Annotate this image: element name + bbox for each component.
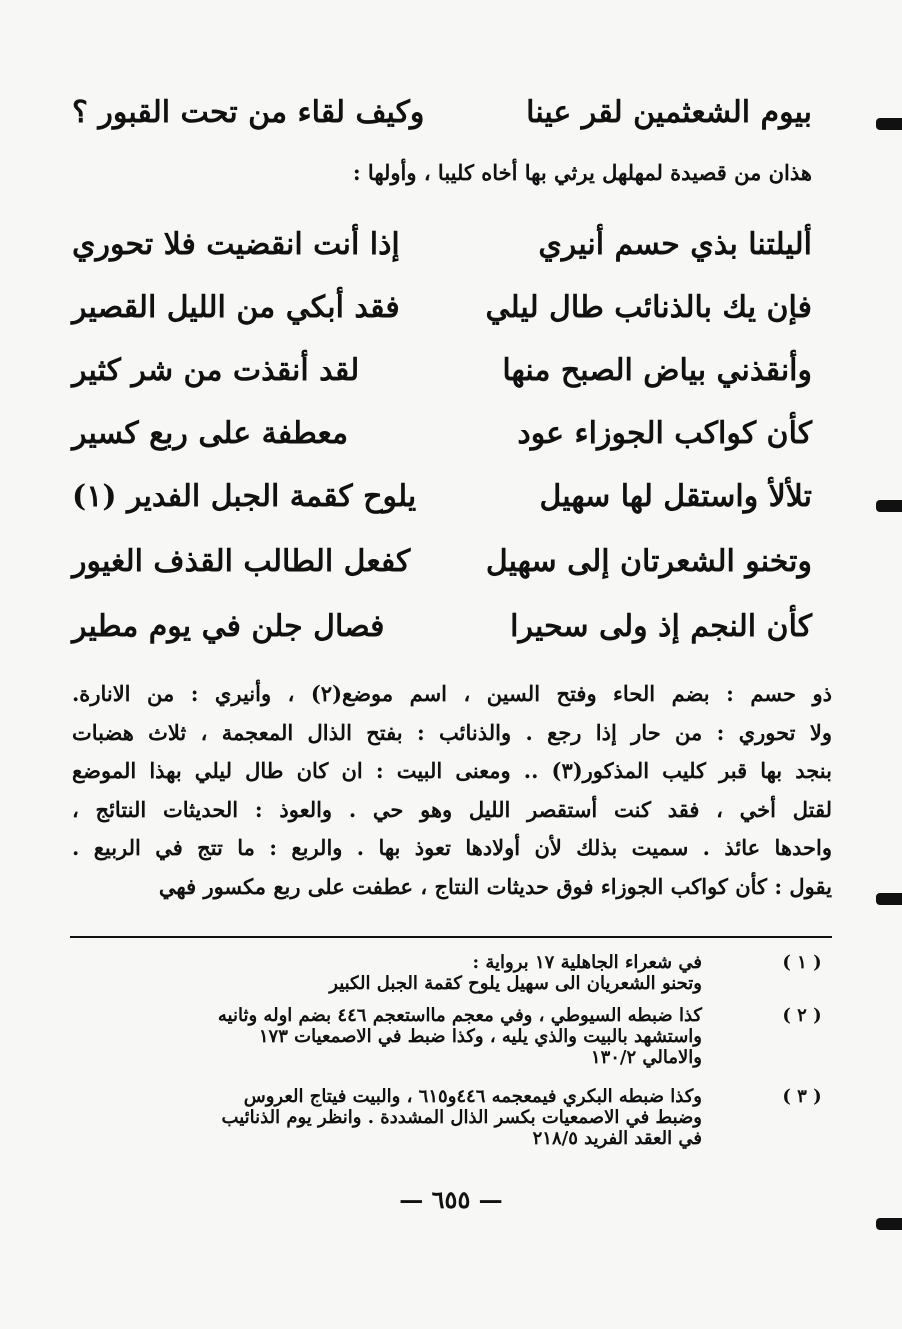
poem-verse bbox=[72, 596, 812, 656]
commentary-line: واحدها عائذ . سميت بذلك لأن أولادها تعوذ بها . والربع : ما تتج في الربيع . bbox=[72, 835, 832, 860]
footnote-text bbox=[142, 1005, 702, 1068]
footnote-divider bbox=[70, 936, 832, 938]
binding-mark bbox=[876, 500, 902, 512]
verse-right-hemistich: بيوم الشعثمين لقر عينا bbox=[526, 94, 812, 130]
poem-verse bbox=[72, 277, 812, 337]
verse-left-hemistich: كفعل الطالب القذف الغيور bbox=[72, 543, 411, 579]
commentary-line: ذو حسم : بضم الحاء وفتح السين ، اسم موضع(٢) ، وأنيري : من الانارة. bbox=[72, 681, 833, 706]
commentary bbox=[72, 675, 832, 906]
footnote-line: في العقد الفريد ٢١٨/٥ bbox=[532, 1128, 702, 1149]
commentary-line: لقتل أخي ، فقد كنت أستقصر الليل وهو حي . والعوذ : الحديثات النتائج ، bbox=[72, 796, 832, 822]
poem-verse bbox=[72, 340, 812, 400]
verse-right-hemistich: تلألأ واستقل لها سهيل bbox=[539, 478, 812, 514]
commentary-line: ولا تحوري : من حار إذا رجع . والذنائب : بفتح الذال المعجمة ، ثلاث هضبات bbox=[72, 719, 832, 745]
poem-verse bbox=[72, 531, 812, 591]
poem-verse bbox=[72, 466, 812, 526]
poem-intro: هذان من قصيدة لمهلهل يرثي بها أخاه كليبا ، وأولها : bbox=[352, 160, 812, 185]
verse-right-hemistich: وتخنو الشعرتان إلى سهيل bbox=[485, 543, 812, 579]
verse-left-hemistich: معطفة على ربع كسير bbox=[72, 415, 349, 451]
footnote-line: وضبط في الاصمعيات بكسر الذال المشددة . وانظر يوم الذنائيب bbox=[221, 1107, 702, 1128]
top-verse bbox=[72, 82, 812, 142]
footnote-mark: ( ٢ ) bbox=[782, 1005, 822, 1026]
footnote-line: وكذا ضبطه البكري فيمعجمه ٤٤٦و٦١٥ ، والبيت فيتاج العروس bbox=[243, 1086, 702, 1107]
verse-right-hemistich: كأن النجم إذ ولى سحيرا bbox=[510, 608, 812, 644]
verse-right-hemistich: وأنقذني بياض الصبح منها bbox=[502, 352, 812, 388]
footnote-mark: ( ١ ) bbox=[782, 952, 822, 973]
poem-verse bbox=[72, 403, 812, 463]
verse-right-hemistich: أليلتنا بذي حسم أنيري bbox=[538, 226, 812, 262]
footnote-line: كذا ضبطه السيوطي ، وفي معجم مااستعجم ٤٤٦ بضم اوله وثانيه bbox=[217, 1005, 702, 1026]
footnote-line: وتحنو الشعريان الى سهيل يلوح كقمة الجبل الكبير bbox=[329, 973, 702, 994]
footnote-line: في شعراء الجاهلية ١٧ برواية : bbox=[472, 952, 702, 973]
footnote bbox=[72, 952, 832, 998]
verse-left-hemistich: لقد أنقذت من شر كثير bbox=[72, 352, 360, 388]
commentary-line: بنجد بها قبر كليب المذكور(٣) .. ومعنى البيت : ان كان طال ليلي بهذا الموضع bbox=[72, 758, 832, 783]
footnote-line: والامالي ١٣٠/٢ bbox=[590, 1047, 702, 1068]
binding-mark bbox=[876, 118, 902, 130]
verse-right-hemistich: كأن كواكب الجوزاء عود bbox=[517, 415, 812, 451]
verse-right-hemistich: فإن يك بالذنائب طال ليلي bbox=[485, 289, 812, 325]
verse-left-hemistich: يلوح كقمة الجبل الفدير (١) bbox=[72, 478, 417, 514]
verse-left-hemistich: فقد أبكي من الليل القصير bbox=[72, 289, 400, 325]
verse-left-hemistich: إذا أنت انقضيت فلا تحوري bbox=[72, 226, 400, 262]
verse-left-hemistich: فصال جلن في يوم مطير bbox=[72, 608, 385, 644]
poem-verse bbox=[72, 214, 812, 274]
binding-mark bbox=[876, 1218, 902, 1230]
page-number: — ٦٥٥ — bbox=[399, 1185, 503, 1214]
footnote-text bbox=[142, 1086, 702, 1149]
verse-left-hemistich: وكيف لقاء من تحت القبور ؟ bbox=[72, 94, 425, 130]
footnote-text bbox=[142, 952, 702, 994]
footnote-line: واستشهد بالبيت والذي يليه ، وكذا ضبط في الاصمعيات ١٧٣ bbox=[258, 1026, 702, 1047]
footnote bbox=[72, 1005, 832, 1073]
commentary-line: يقول : كأن كواكب الجوزاء فوق حديثات النتاج ، عطفت على ربع مكسور فهي bbox=[158, 873, 832, 899]
binding-mark bbox=[876, 893, 902, 905]
footnote-mark: ( ٣ ) bbox=[782, 1086, 822, 1107]
footnote bbox=[72, 1086, 832, 1154]
